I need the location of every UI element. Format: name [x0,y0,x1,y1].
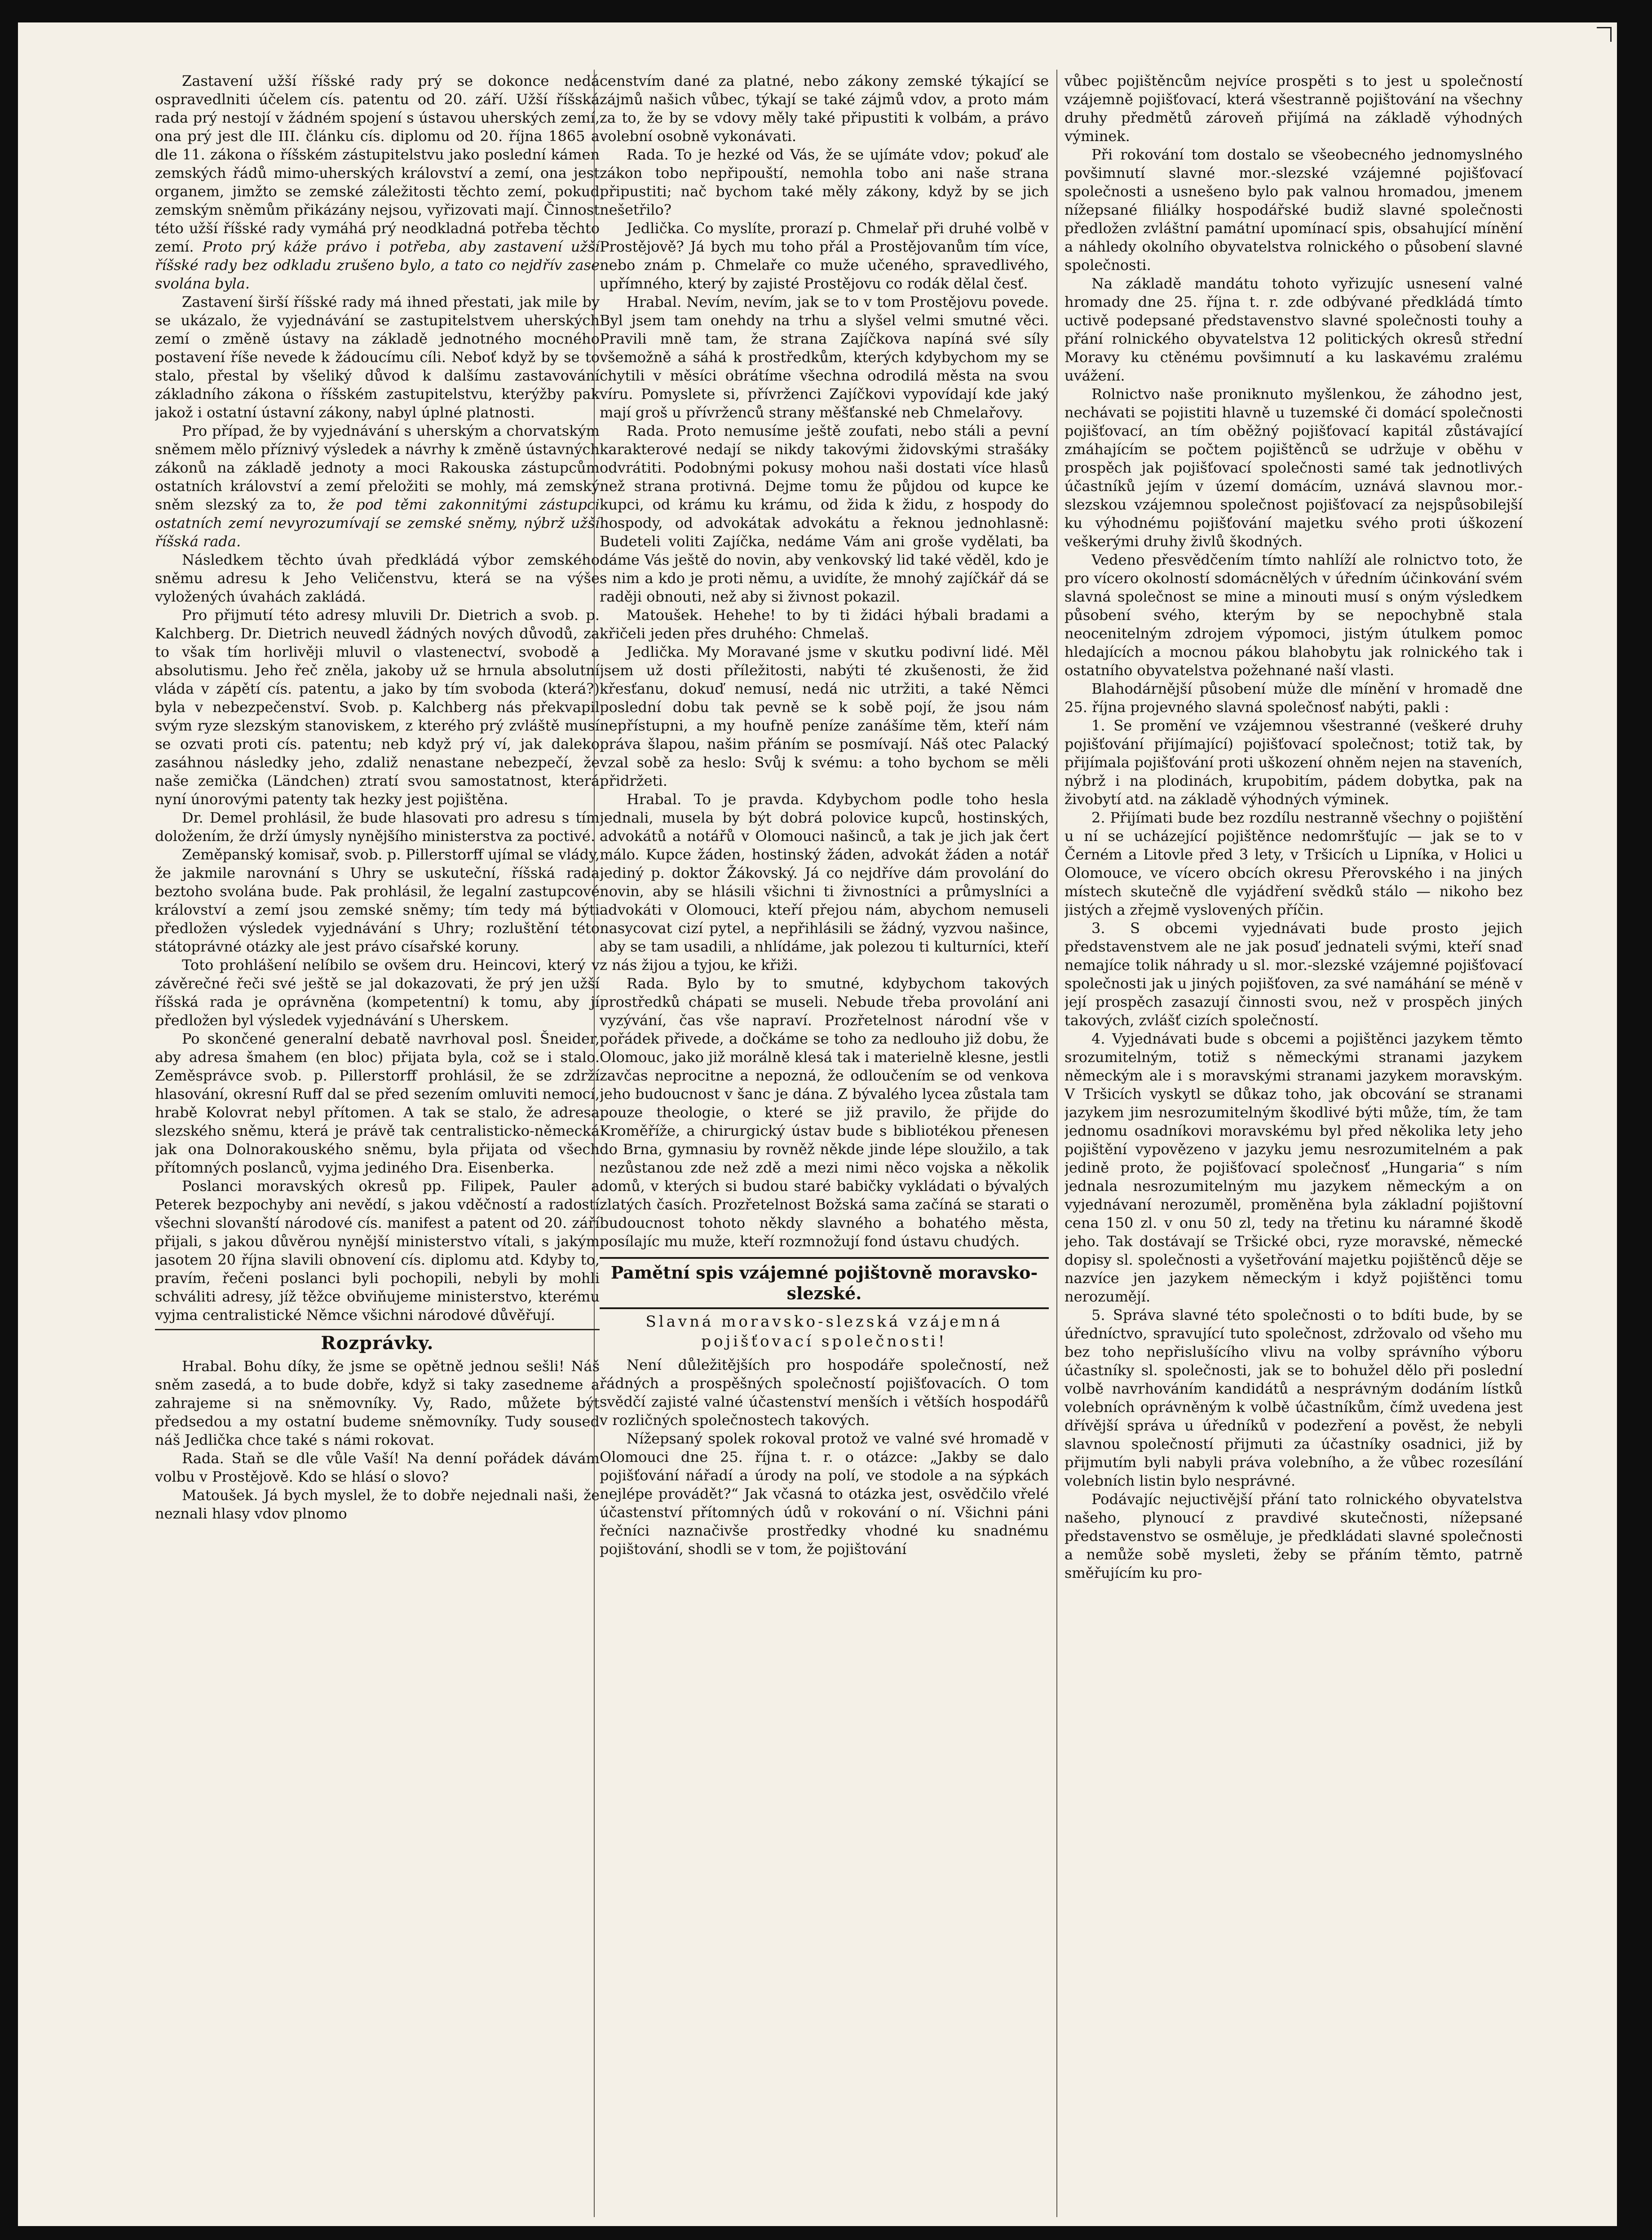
paragraph: Rada. To je hezké od Vás, že se ujímáte vdov; pokuď ale zákon tobo nepřipouští, nemohla tobo ani naše strana připustiti; nač bychom také měly zákony, když by se jich nešetřilo? [600,146,1049,218]
paragraph: 3. S obcemi vyjednávati bude prosto jejich představenstvem ale ne jak posuď jednateli svými, kteří snaď nemajíce tolik náhrady u sl. mor.-slezské vzájemné pojišťovací společnosti jak u jiných pojišťoven, za své namáhání se méně v její prospěch zasazují činnosti svou, než v prospěch jiných takových, zvlášť cizích společností. [1065,920,1523,1029]
paragraph: Zeměpanský komisař, svob. p. Pillerstorff ujímal se vlády, že jakmile narovnání s Uhry se uskuteční, říšská rada beztoho svolána bude. Pak prohlásil, že legalní zastupcové království a zemí jsou zemské sněmy; tím tedy má býti předložen výsledek vyjednávání s Uhry; rozluštění této státoprávné otázky ale jest právo císařské koruny. [155,846,600,955]
paragraph: 5. Správa slavné této společnosti o to bdíti bude, by se úředníctvo, spravující tuto společnost, zdržovalo od všeho mu bez toho nepřislušícího vlivu na volby správního výboru účastníky sl. společnosti, jak se to bohužel dělo při poslední volbě navrhováním kandidátů a nesprávným dodáním lístků volebních oprávněným k volbě účastníkům, čímž uvedena jest dřívější správa u úředníků v podezření a pověst, že nebyli slavnou společností přijmuti za účastníky osadnici, již by přijmutím byli nabyli práva volebního, a že vůbec rozesílání volebních listin bylo nesprávné. [1065,1306,1523,1489]
paragraph: Hrabal. Nevím, nevím, jak se to v tom Prostějovu povede. Byl jsem tam onehdy na trhu a slyšel velmi smutné věci. Pravili mně tam, že strana Zajíčkova napíná své síly všemožně a sáhá k prostředkům, kterých kdybychom my se chytili v měsíci obrátíme všechna odrodilá města na svou víru. Pomyslete si, přívrženci Zajíčkovi vypovídají kde jaký mají groš u přívrženců strany měšťanské neb Chmelařovy. [600,293,1049,421]
paragraph: Dr. Demel prohlásil, že bude hlasovati pro adresu s tím doložením, že drží úmysly nynějšího ministerstva za poctivé. [155,809,600,845]
paragraph: Hrabal. Bohu díky, že jsme se opětně jednou sešli! Náš sněm zasedá, a to bude dobře, když si taky zasedneme a zahrajeme si na sněmovníky. Vy, Rado, můžete být předsedou a my ostatní budeme sněmovníky. Tudy soused náš Jedlička chce také s námi rokovat. [155,1358,600,1448]
paragraph: Rada. Staň se dle vůle Vaší! Na denní pořádek dávám volbu v Prostějově. Kdo se hlásí o slovo? [155,1450,600,1485]
column-3 [1065,72,1523,2215]
scan-border-right [1617,0,1652,2240]
column-rule-2 [1056,70,1057,2217]
paragraph: Zastavení širší říšské rady má ihned přestati, jak mile by se ukázalo, že vyjednávání se zastupitelstvem uherských zemí o změně ústavy na základě jednotného mocného postavení říše nevede k žádoucímu cíli. Neboť když by se to stalo, přestal by všeliký důvod k dalšímu zastavování základního zákona o říšském zastupitelstvu, kterýžby pak jakož i ostatní ústavní zákony, nabyl úplné platnosti. [155,293,600,421]
paragraph: vůbec pojištěncům nejvíce prospěti s to jest u společností vzájemně pojišťovací, která všestranně pojištování na všechny druhy předmětů zároveň přijímá na základě výhodných výminek. [1065,72,1523,145]
paragraph: Toto prohlášení nelíbilo se ovšem dru. Heincovi, který v závěrečné řeči své ještě se jal dokazovati, že prý jen užší říšská rada je oprávněna (kompetentní) k tomu, aby jí předložen byl výsledek vyjednávání s Uherskem. [155,956,600,1029]
paragraph: Pro přijmutí této adresy mluvili Dr. Dietrich a svob. p. Kalchberg. Dr. Dietrich neuvedl žádných nových důvodů, za to však tím horlivěji mluvil o vlastenectví, svobodě a absolutismu. Jeho řeč zněla, jakoby už se hrnula absolutní vláda v zápětí cís. patentu, a jako by tím svoboda (která?) byla v nebezpečenství. Svob. p. Kalchberg nás překvapil svým ryze slezským stanoviskem, z kterého prý zvláště musí se ozvati proti cís. patentu; neb když prý ví, jak daleko zasáhnou následky jeho, zdaliž nenastane nebezpečí, že naše zemička (Ländchen) ztratí svou samostatnost, která nyní únorovými patenty tak hezky jest pojištěna. [155,606,600,808]
paragraph: Nížepsaný spolek rokoval protož ve valné své hromadě v Olomouci dne 25. října t. r. o otázce: „Jakby se dalo pojišťování nářadí a úrody na polí, ve stodole a na sýpkách nejlépe provádět?“ Jak včasná to otázka jest, osvědčilo vřelé účastenství přítomných údů v rokování o ní. Všichni páni řečníci naznačivše prostředky vhodné ku snadnému pojištování, shodli se v tom, že pojištování [600,1430,1049,1558]
paragraph: Podávajíc nejuctivější přání tato rolnického obyvatelstva našeho, plynoucí z pravdivé skutečnosti, nížepsané představenstvo se osměluje, je předkládati slavné společnosti a nemůže sobě mysleti, žeby se přáním těmto, patrně směřujícím ku pro- [1065,1491,1523,1581]
paragraph: Blahodárnější působení mu̇že dle mínění v hromadě dne 25. října projevného slavná společnosť nabýti, pakli : [1065,680,1523,716]
paragraph: Rolnictvo naše proniknuto myšlenkou, že záhodno jest, nechávati se pojistiti hlavně u tuzemské či domácí společnosti pojišťovací, an tím oběžný pojišťovací kapitál zůstávající zmáhajícím se počtem pojištěnců se udržuje v oběhu v prospěch jak pojišťovací společnosti samé tak jednotlivých účastníků jejím v území domácím, uznává slavnou mor.-slezskou vzájemnou společnost pojišťovací za nejspůsobilejší ku výhodnému pojišťování majetku svého proti úškození veškerými druhy živlů škodných. [1065,385,1523,550]
section-divider [155,1329,600,1330]
paragraph: censtvím dané za platné, nebo zákony zemské týkající se zájmů našich vůbec, týkají se také zájmů vdov, a proto mám za to, že by se vdovy měly také připustiti k volbám, a právo volební osobně vykonávati. [600,72,1049,145]
paragraph: Rada. Proto nemusíme ještě zoufati, nebo stáli a pevní karakterové nedají se nikdy takovými židovskými strašáky odvrátiti. Podobnými pokusy mohou naši dostati více hlasů než strana protivná. Dejme tomu že půjdou od kupce ke kupci, od krámu ku krámu, od žida k židu, z hospody do hospody, od advokátak advokátu a řeknou jednohlasně: Budeteli voliti Zajíčka, nedáme Vám ani groše vydělati, ba dáme Vás ještě do novin, aby venkovský lid také věděl, kdo je s nim a kdo je proti němu, a uvidíte, že mnohý zajíčkář dá se raději obnouti, než aby si živnost pokazil. [600,422,1049,605]
scan-border-bottom [0,2226,1652,2240]
column-1 [155,72,600,2215]
paragraph: Na základě mandátu tohoto vyřizujíc usnesení valné hromady dne 25. října t. r. zde odbývané předkládá tímto uctivě podepsané představenstvo slavné společnosti touhy a přání rolnického obyvatelstva 12 politických okresů střední Moravy ku ctěnému povšimnutí a ku laskavému zralému uvážení. [1065,275,1523,384]
paragraph: Jedlička. Co myslíte, prorazí p. Chmelař při druhé volbě v Prostějově? Já bych mu toho přál a Prostějovanům tím více, nebo znám p. Chmelaře co muže učeného, spravedlivého, upřímného, který by zajisté Prostějovu co rodák dělal česť. [600,220,1049,292]
paragraph: Po skončené generalní debatě navrhoval posl. Šneider, aby adresa šmahem (en bloc) přijata byla, což se i stalo. Zeměsprávce svob. p. Pillerstorff prohlásil, že se zdrží hlasování, okresní Ruff dal se před sezením omluviti nemocí, hrabě Kolovrat nebyl přítomen. A tak se stalo, že adresa slezského sněmu, která je právě tak centralisticko-německá jak ona Dolnorakouského sněmu, byla přijata od všech přítomných poslanců, vyjma jediného Dra. Eisenberka. [155,1030,600,1176]
scan-border-top [0,0,1652,22]
paragraph: 2. Přijímati bude bez rozdílu nestranně všechny o pojištění u ní se ucházející pojištěnce nedomršťujíc — jak se to v Černém a Litovle před 3 lety, v Tršicích u Lipníka, v Holici u Olomouce, ve vícero obcích okresu Přerovského i na jiných místech skutečně dle vyjádření svědků stálo — nikoho bez jistých a zřejmě vyslovených příčin. [1065,809,1523,918]
paragraph: Poslanci moravských okresů pp. Filipek, Pauler a Peterek bezpochyby ani nevědí, s jakou vděčností a radostí všechni slovanští národové cís. manifest a patent od 20. září přijali, s jakou důvěrou nynější ministerstvo vítali, s jakým jasotem 20 října slavili obnovení cís. diplomu atd. Kdyby to, pravím, řečeni poslanci byli pochopili, nebyli by mohli schváliti adresy, jíž těžce obviňujeme ministerstvo, kterému vyjma centralistické Němce všichni národové důvěřují. [155,1178,600,1324]
paragraph: Pro případ, že by vyjednávání s uherským a chorvatským sněmem mělo příznivý výsledek a návrhy k změně ústavných zákonů na základě jednoty a moci Rakouska zástupcům ostatních království a zemí přeložiti se mohly, má zemský sněm slezský za to, že pod těmi zakonnitými zástupci ostatních zemí nevyrozumívají se zemské sněmy, nýbrž užší říšská rada. [155,422,600,550]
paragraph: Jedlička. My Moravané jsme v skutku podivní lidé. Měl jsem už dosti příležitosti, nabýti té zkušenosti, že žid křesťanu, dokuď nemusí, nedá nic utržiti, a také Němci poslední dobu tak pevně se k sobě pojí, že jsou nám nepřístupni, a my houfně peníze zanášíme těm, kteří nám práva šlapou, našim přáním se posmívají. Náš otec Palacký vzal sobě za heslo: Svůj k svému: a toho bychom se měli přidržeti. [600,643,1049,789]
paragraph: Hrabal. To je pravda. Kdybychom podle toho hesla jednali, musela by být dobrá polovice kupců, hostinských, advokátů a notářů v Olomouci našinců, a tak je jich jak čert málo. Kupce žáden, hostinský žáden, advokát žáden a notář jediný p. doktor Žákovský. Já co nejdříve dám provolání do novin, aby se hlásili všichni ti živnostníci a průmyslníci a advokáti v Olomouci, kteří přejou nám, abychom nemuseli nasycovat cizí pytel, a nepřihlásili se žádný, vyzvou našince, aby se tam usadili, a nhlídáme, jak polezou ti kulturníci, kteří z nás žijou a tyjou, ke křiži. [600,791,1049,974]
paragraph: Následkem těchto úvah předkládá výbor zemského sněmu adresu k Jeho Veličenstvu, která se na výše vyložených úvahách zakládá. [155,551,600,605]
scan-border-left [0,0,18,2240]
section-title-rozpravky: Rozprávky. [321,1332,434,1354]
paragraph: Matoušek. Já bych myslel, že to dobře nejednali naši, že neznali hlasy vdov plnomo [155,1487,600,1522]
column-2 [600,72,1049,2215]
paragraph: Vedeno přesvědčením tímto nahlíží ale rolnictvo toto, že pro vícero okolností sdomácnělých v úředním účinkování svém slavná společnost se mine a minouti musí s oným výsledkem působení svého, kterým by se nepochybně stala neocenitelným zdrojem výpomoci, jistým útulkem pomoc hledajících a mocnou pákou blahobytu jak rolnického tak i ostatního obyvatelstva požehnané naší vlasti. [1065,551,1523,679]
article-title-pametni-spis: Pamětní spis vzájemné pojištovně moravsko-slezské. [600,1257,1049,1309]
paragraph: Při rokování tom dostalo se všeobecného jednomyslného povšimnutí slavné mor.-slezské vzájemné pojišťovací společnosti a usnešeno bylo pak valnou hromadou, jmenem nížepsané filiálky hospodářské budiž slavné společnosti předložen zvláštní památní upomínací spis, obsahující mínění a náhledy okolního obyvatelstva rolnického o působení slavné společnosti. [1065,146,1523,274]
paragraph: 4. Vyjednávati bude s obcemi a pojištěnci jazykem těmto srozumitelným, totiž s německými stranami jazykem německým ale i s moravskými stranami jazykem moravským. V Tršicích vyskytl se důkaz toho, jak obcování se stranami jazykem jim nesrozumitelným škodlivé býti může, tím, že tam jednomu osadníkovi moravskému byl před několika lety jeho pojištění vypovězeno v jazyku jemu nesrozumitelném a pak jedině proto, že pojišťovací společnosť „Hungaria“ s ním jednala nesrozumitelným mu jazykem německým a on vyjednávaní nerozuměl, proměněna byla základní pojištovní cena 150 zl. v onu 50 zl, tedy na třetinu ku náramné škodě jeho. Tak dostávají se Tršické obci, ryze moravské, německé dopisy sl. společnosti a vyšetřování majetku pojištěnců děje se nazvíce jen jazykem německým i když pojištěnci tomu nerozumějí. [1065,1030,1523,1305]
paragraph: 1. Se promění ve vzájemnou všestranné (veškeré druhy pojišťování přijímající) pojišťovací společnost; totiž tak, by přijímala pojišťování proti uškození ohněm nejen na staveních, nýbrž i na plodinách, krupobitím, pádem dobytka, pak na živobytí atd. na základě výhodných výminek. [1065,717,1523,808]
paragraph: Matoušek. Hehehe! to by ti židáci hýbali bradami a křičeli jeden přes druhého: Chmelaš. [600,606,1049,642]
paragraph: Zastavení užší říšské rady prý se dokonce nedá ospravedlniti účelem cís. patentu od 20. září. Užší říšská rada prý nestojí v žádném spojení s ústavou uherských zemí, ona prý jest dle III. článku cís. diplomu od 20. října 1865 a dle 11. zákona o říšském zástupitelstvu jako poslední kámen zemských řádů mimo-uherských království a zemí, ona jest organem, jimžto se zemské záležitosti těchto zemí, pokud zemským sněmům přikázány nejsou, vyřizovati mají. Činnost této užší říšské rady vymáhá prý neodkladná potřeba těchto zemí. Proto prý káže právo i potřeba, aby zastavení užší říšské rady bez odkladu zrušeno bylo, a tato co nejdřív zase svolána byla. [155,72,600,292]
paragraph: Není důležitějších pro hospodáře společností, než řádných a prospěšných společností pojišťovacích. O tom svědčí zajisté valné účastenství menších i větších hospodářů v rozličných společnostech takových. [600,1356,1049,1429]
corner-crop-mark [1597,27,1612,42]
paragraph: Rada. Bylo by to smutné, kdybychom takových prostředků chápati se museli. Nebude třeba provolání ani vyzývání, čas vše napraví. Prozřetelnost národní vše v pořádek přivede, a dočkáme se toho za nedlouho již dobu, že Olomouc, jako již morálně klesá tak i materielně klesne, jestli zavčas neprocitne a nepozná, že odloučením se od venkova jeho budoucnost v šanc je dána. Z bývalého lycea zůstala tam pouze theologie, o které se již pravilo, že přijde do Kroměříže, a chirurgický ústav bude s bibliotékou přenesen do Brna, gymnasiu by rovněž někde jinde lépe sloužilo, a tak nezůstanou zde než zdě a mezi nimi něco vojska a několik domů, v kterých si budou staré babičky vykládati o bývalých zlatých časích. Prozřetelnost Božská sama začíná se starati o budoucnost tohoto někdy slavného a bohatého města, posílajíc mu muže, kteří rozmnožují fond ústavu chudých. [600,975,1049,1250]
article-salutation: Slavná moravsko-slezská vzájemná pojišťovací společnosti! [645,1313,1003,1350]
